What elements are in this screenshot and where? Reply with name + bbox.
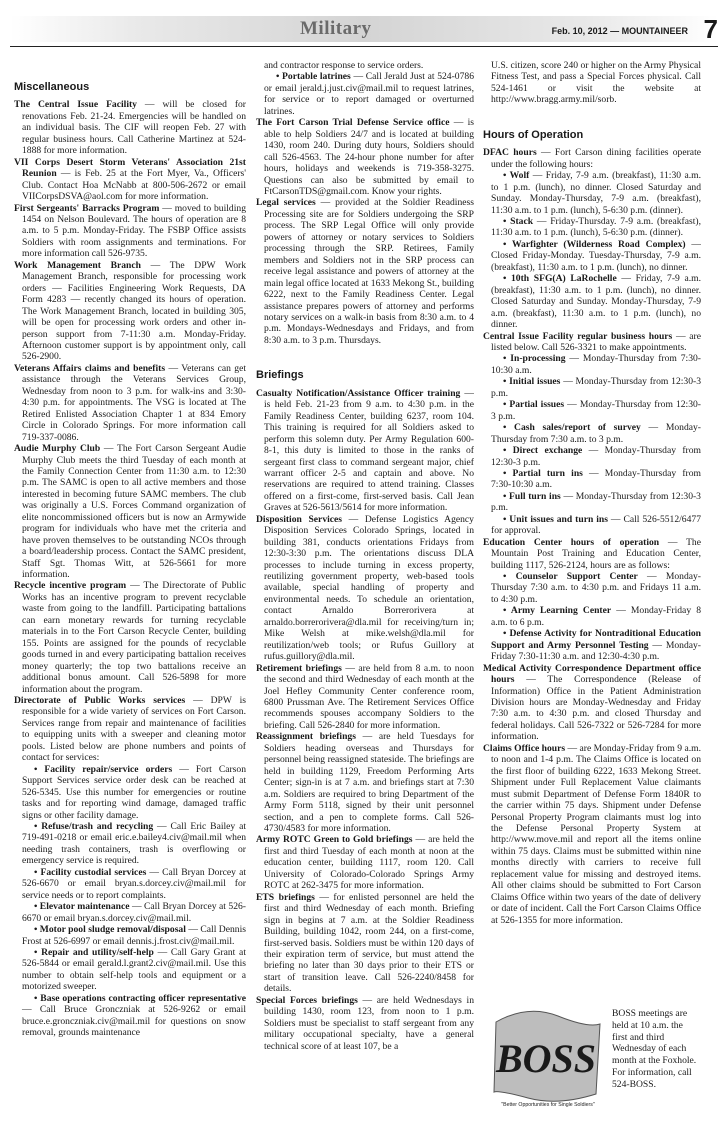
item-text: — are listed below. Call 526-3321 to make appointments. [491, 330, 701, 353]
item-title: DFAC hours [483, 147, 537, 159]
list-item-portable-latrines [256, 71, 474, 117]
sub-list-item [14, 867, 246, 901]
list-item [14, 203, 246, 260]
item-text: — Closed Friday-Monday. Tuesday-Thursday, 7-9 a.m. (breakfast), 11:30 a.m. to 1 p.m. (lunch), no dinner. [491, 238, 701, 273]
item-title: • Repair and utility/self-help [34, 946, 154, 958]
sub-list-item [14, 764, 246, 821]
item-text: — Call Eric Bailey at 719-491-0218 or email eric.e.bailey4.civ@mail.mil when needing trash containers, trash is overflowing or emergency service is required. [22, 821, 246, 867]
item-title: ETS briefings [256, 891, 315, 903]
item-text: — Friday, 7-9 a.m. (breakfast), 11:30 a.m. to 1 p.m. (lunch), no dinner. Closed Saturday and Sunday. Monday-Thursday, 7-9 a.m. (breakfast), 11:30 a.m. to 1 p.m. (lunch), 5-6:30 p.m. (dinner). [491, 170, 701, 216]
item-text: — DPW is responsible for a wide variety of services on Fort Carson. Services range from repair and maintenance of facilities to equipping units with a sweeper and cleaning motor pools. Listed below are phone numbers and points of contact for services: [22, 695, 246, 764]
item-text: — are held Wednesdays in building 1430, room 123, from noon to 1 p.m. Soldiers must be specialist to staff sergeant from any military occupational specialty, have a general technical score of at least 107, be a [264, 994, 474, 1052]
boss-meetings-text: BOSS meetings are held at 10 a.m. the first and third Wednesday of each month at the Foxhole. For information, call 524-BOSS. [612, 1008, 697, 1090]
list-item [14, 157, 246, 203]
list-item [256, 663, 474, 732]
item-text: — The DPW Work Management Branch, responsible for processing work orders — Facilities Engineering Work Requests, DA Form 4283 — recently changed its hours of operation. The Work Management Branch, located in building 305, will be open for processing work orders and other in-person support from 7-11:30 a.m. Monday-Friday. Afternoon customer support is by appointment only, call 526-2900. [22, 259, 246, 363]
sub-list-item [14, 947, 246, 993]
item-title: • Partial issues [503, 399, 565, 411]
item-title: Army ROTC Green to Gold briefings [256, 834, 413, 846]
continued-text: U.S. citizen, score 240 or higher on the Army Physical Fitness Test, and pass a Special Forces physical. Call 524-1461 or visit the website at http://www.bragg.army.mil/sorb. [491, 60, 701, 106]
item-text: — The Mountain Post Training and Education Center, building 1117, 526-2124, hours are as follows: [491, 536, 701, 571]
section-heading-miscellaneous: Miscellaneous [14, 81, 90, 93]
section-heading-hours-of-operation: Hours of Operation [483, 128, 584, 141]
item-title: Legal services [256, 197, 316, 209]
item-title: Special Forces briefings [256, 994, 358, 1006]
section-title: Military [300, 18, 372, 39]
sub-list-item [483, 514, 701, 537]
item-title: Directorate of Public Works services [14, 695, 186, 707]
list-item [256, 995, 474, 1052]
item-text: — Call Bryan Dorcey at 526-6670 or email bryan.s.dorcey.civ@mail.mil for service needs or to report complaints. [22, 866, 246, 901]
list-item [256, 388, 474, 514]
continued-text: and contractor response to service orders. [264, 60, 424, 71]
sub-list-item [483, 468, 701, 491]
item-text: — are held Tuesdays for Soldiers heading overseas and Thursdays for personnel being reassigned stateside. The briefings are held in building 1129, Freedom Performing Arts Center; sign-in is at 7 a.m. and briefings start at 7:30 a.m. Soldiers are required to bring Department of the Army Form 5118, signed by their unit personnel section, and a pen to complete forms. Call 526-4730/4583 for more information. [264, 731, 474, 834]
item-title: • Wolf [503, 170, 530, 182]
item-text: — Fort Carson dining facilities operate under the following hours: [491, 147, 701, 170]
item-title: • Unit issues and turn ins [503, 513, 608, 525]
list-item [483, 663, 701, 743]
column-2 [256, 60, 474, 1120]
list-item [14, 443, 246, 580]
sub-list-item [483, 353, 701, 376]
sub-list-item [483, 571, 701, 605]
item-text: — are held from 8 a.m. to noon the second and third Wednesday of each month at the Joel Hefley Community Center conference room, 6800 Prussman Ave. The Retirement Services Office recommends spouses accompany Soldiers to the briefing. Call 526-2840 for more information. [264, 662, 474, 731]
item-title: • Direct exchange [503, 445, 583, 457]
item-title: The Central Issue Facility [14, 99, 137, 111]
item-text: — The Correspondence (Release of Information) Office in the Patient Administration Division hours are Monday-Wednesday and Friday 7:30 a.m. to 4:30 p.m. and closed Thursday and federal holidays. Call 526-7322 or 526-7284 for more information. [491, 674, 701, 743]
item-text: — Monday-Thursday from 12:30-3 p.m. [491, 376, 701, 399]
sub-list-item [483, 399, 701, 422]
item-title: Casualty Notification/Assistance Officer training [256, 387, 461, 399]
item-text: — Call 526-5512/6477 for approval. [491, 513, 701, 537]
item-text: — Call Bryan Dorcey at 526-6670 or email bryan.s.dorcey.civ@mail.mil. [22, 901, 246, 924]
item-title: Disposition Services [256, 513, 343, 525]
item-title: • Defense Activity for Nontraditional Education Support and Army Personnel Testing [491, 628, 701, 651]
item-title: • Cash sales/report of survey [503, 422, 641, 434]
sub-list-item [483, 628, 701, 662]
item-text: — Call Bruce Gronczniak at 526-9262 or email bruce.e.gronczniak.civ@mail.mil for questions on snow removal, grounds maintenance [22, 1004, 246, 1039]
item-text: — for enlisted personnel are held the first and third Wednesday of each month. Briefing sign in begins at 7 a.m. at the Soldier Readiness Building, building 1042, room 244, on a first-come, first-served basis. Soldiers must be within 120 days of their expiration term of service, but must attend the briefing no later than 30 days prior to their ETS or start of transition leave. Call 526-2240/8458 for details. [264, 891, 474, 995]
item-title: • Partial turn ins [503, 467, 583, 479]
item-title: • Counselor Support Center [503, 571, 638, 583]
list-item [256, 117, 474, 197]
boss-logo-tagline: "Better Opportunities for Single Soldiers" [501, 1102, 595, 1108]
item-title: The Fort Carson Trial Defense Service office [256, 117, 450, 129]
item-text: — Call Jerald Just at 524-0786 or email jerald.j.just.civ@mail.mil to request latrines, for service or to report damaged or overturned latrines. [264, 71, 474, 117]
item-text: — Call Gary Grant at 526-5844 or email gerald.l.grant2.civ@mail.mil. Use this number to obtain self-help tools and equipment or a motorized sweeper. [22, 946, 246, 993]
list-item [14, 363, 246, 443]
sub-list-item [483, 445, 701, 468]
item-text: — The Fort Carson Sergeant Audie Murphy Club meets the third Tuesday of each month at the Family Connection Center from 11:30 a.m. to 12:30 p.m. The SAMC is open to all active members and those interested in becoming future SAMC members. The club was originally a U.S. Forces Command organization of elite noncommissioned officers but is now an Armywide program for individuals who have met the criteria and have proven themselves to be outstanding NCOs through a board/leadership process. Contact the SAMC president, Staff Sgt. Thomas Witt, at 526-5661 for more information. [22, 443, 246, 581]
sub-list-item [483, 376, 701, 399]
sub-list-item [14, 924, 246, 947]
item-title: Medical Activity Correspondence Department office hours [483, 662, 701, 686]
item-title: • Army Learning Center [503, 605, 612, 617]
item-text: — Veterans can get assistance through the Veterans Services Group, Wednesday from noon to 3 p.m. for walk-ins and 3:30-4:30 p.m. for appointments. The VSG is located at The Retired Enlisted Association Chapter 1 at 834 Emory Circle in Colorado Springs. For more information call 719-337-0086. [22, 362, 246, 443]
boss-logo [488, 1002, 608, 1112]
item-title: Work Management Branch [14, 259, 141, 271]
list-item [256, 731, 474, 834]
item-text: — Friday-Thursday. 7-9 a.m. (breakfast), 11:30 a.m. to 1 p.m. (lunch), 5-6:30 p.m. (dinner). [491, 215, 701, 239]
list-item [14, 260, 246, 363]
item-text: — are Monday-Friday from 9 a.m. to noon and 1-4 p.m. The Claims Office is located on the first floor of building 6222, 1633 Mekong Street. Shipment under Full Replacement Value claimants must submit Department of Defense Form 1840R to the carrier within 75 days. Shipment under Defense Personal Property Program claimants must log into the Defense Personal Property System at http://www.move.mil and report all the items online within 75 days. Claims must be submitted within nine months directly with carriers to receive full replacement value for missing and destroyed items. All other claims should be submitted to Fort Carson Claims Office within two years of the date of delivery or date of incident. Call the Fort Carson Claims Office at 526-1355 for more information. [491, 742, 701, 926]
sub-list-item [483, 491, 701, 514]
boss-logo-text: BOSS [495, 1036, 597, 1081]
item-text: — Monday-Thursday from 12:30-3 p.m. [491, 490, 701, 514]
list-item [14, 580, 246, 695]
item-title: • Warfighter (Wilderness Road Complex) [503, 238, 686, 250]
sub-list-item [483, 170, 701, 216]
boss-box [488, 1002, 718, 1118]
item-title: • Full turn ins [503, 490, 561, 502]
item-text: — Monday-Thursday from 12:30-3 p.m. [491, 399, 701, 422]
item-title: • Facility custodial services [34, 866, 147, 878]
item-title: Education Center hours of operation [483, 536, 660, 548]
list-item [14, 99, 246, 156]
dateline: Feb. 10, 2012 — MOUNTAINEER [551, 26, 688, 36]
sub-list-item [483, 216, 701, 239]
item-text: — are held the first and third Tuesday of each month at noon at the education center, building 1117, room 120. Call University of Colorado-Colorado Springs Army ROTC at 262-3475 for more information. [264, 834, 474, 892]
page-number: 7 [703, 14, 718, 44]
item-text: — Monday-Thursday from 12:30-3 p.m. [491, 445, 701, 468]
item-text: — Fort Carson Support Services service order desk can be reached at 526-5345. Use this number for emergencies or routine tasks and for reporting wind damage, damaged traffic signs or other facility damage. [22, 763, 246, 821]
sub-list-item [14, 901, 246, 924]
item-text: — is able to help Soldiers 24/7 and is located at building 1430, room 240. During duty hours, Soldiers should call 526-4563. The 24-hour phone number for after hours, holidays and weekends is 719-358-3275. Questions can also be submitted by email to FtCarsonTDS@gmail.com. Know your rights. [264, 117, 474, 197]
item-text: — is held Feb. 21-23 from 9 a.m. to 4:30 p.m. in the Family Readiness Center, building 6237, room 104. This training is required for all Soldiers asked to perform this solemn duty. Per Army Regulation 600-8-1, this duty is limited to those in the ranks of sergeant first class to command sergeant major, chief warrant officer 2-5 and captain and above. No reservations are required to attend training. Classes offered on a first-come, first-served basis. Call Jean Graves at 526-5613/5614 for more information. [264, 387, 474, 514]
item-title: • Base operations contracting officer representative [34, 992, 246, 1004]
item-title: • Portable latrines [276, 71, 351, 83]
sub-list-item [483, 273, 701, 330]
item-text: — Monday-Friday 8 a.m. to 6 p.m. [491, 605, 701, 628]
item-title: • Stack [503, 215, 534, 227]
sub-list-item [483, 422, 701, 445]
list-item [256, 892, 474, 995]
item-text: — Monday-Thursday from 7:30-10:30 a.m. [491, 467, 701, 491]
list-item [483, 743, 701, 926]
item-title: Recycle incentive program [14, 580, 127, 592]
item-title: Central Issue Facility regular business hours [483, 330, 673, 342]
item-title: Veterans Affairs claims and benefits [14, 362, 166, 374]
item-title: First Sergeants' Barracks Program [14, 202, 160, 214]
sub-list-item [483, 605, 701, 628]
item-text: — The Directorate of Public Works has an incentive program to prevent recyclable waste from going to the landfill. Participating battalions can earn monetary rewards for turning recyclable materials in to the Fort Carson Recycle Center, building 155. Points are assigned for the pounds of recyclable goods turned in and every participating battalion receives money quarterly; the top two battalions receive an additional bonus amount. Call 526-5898 for more information about the program. [22, 580, 246, 695]
list-item [256, 197, 474, 346]
list-item [256, 834, 474, 891]
item-title: VII Corps Desert Storm Veterans' Association 21st Reunion [14, 156, 246, 180]
item-title: • 10th SFG(A) LaRochelle [503, 273, 617, 285]
item-text: — Monday-Friday 7:30-11:30 a.m. and 12:30-4:30 p.m. [491, 639, 701, 663]
item-title: • Facility repair/service orders [34, 763, 173, 775]
item-text: — Defense Logistics Agency Disposition Services Colorado Springs, located in building 381, conducts orientations Fridays from 12:30-3:30 p.m. The orientations discuss DLA processes to include turning in excess property, reutilizing government property, web-based tools available, special handling of property and environmental needs. To schedule an orientation, contact Arnaldo Borrerorivera at arnaldo.borrerorivera@dla.mil for receiving/turn in; Mike Welsh at mike.welsh@dla.mil for reutilization/web tools; or Rufus Guillory at rufus.guillory@dla.mil. [264, 513, 474, 663]
item-text: — Call Dennis Frost at 526-6997 or email dennis.j.frost.civ@mail.mil. [22, 924, 246, 947]
item-title: Claims Office hours [483, 742, 566, 754]
sub-list-item [14, 821, 246, 867]
item-title: • Motor pool sludge removal/disposal [34, 924, 186, 936]
section-heading-briefings: Briefings [256, 369, 304, 382]
item-text: — moved to building 1454 on Nelson Boulevard. The hours of operation are 8 a.m. to 5 p.m. Monday-Friday. The FSBP Office assists Soldiers with room assignments and terminations. For more information call 526-9735. [22, 202, 246, 260]
item-text: — is Feb. 25 at the Fort Myer, Va., Officers' Club. Contact Hoa McNabb at 800-506-2672 or email VIICorpsDSVA@aol.com for more information. [22, 168, 246, 203]
list-item [14, 695, 246, 764]
sub-list-item [483, 239, 701, 273]
list-item [256, 514, 474, 663]
item-title: Audie Murphy Club [14, 443, 101, 455]
item-title: Reassignment briefings [256, 731, 356, 743]
list-item-dfac-hours [483, 147, 701, 170]
masthead [10, 14, 718, 50]
item-text: — will be closed for renovations Feb. 21-24. Emergencies will be handled on an individual basis. The CIF will reopen Feb. 27 with regular business hours. Call Catherine Martinez at 524-1888 for more information. [22, 99, 246, 157]
sub-list-item [14, 993, 246, 1039]
item-text: — Monday-Thursday 7:30 a.m. to 4:30 p.m. and Fridays 11 a.m. to 4:30 p.m. [491, 571, 701, 605]
item-title: • Initial issues [503, 376, 561, 388]
list-item-education-center [483, 537, 701, 571]
item-title: Retirement briefings [256, 662, 342, 674]
column-1 [14, 60, 246, 1120]
item-text: — Monday-Thursday from 7:30 a.m. to 3 p.m. [491, 422, 701, 445]
item-text: — Monday-Thursday from 7:30-10:30 a.m. [491, 353, 701, 376]
masthead-rule [10, 46, 718, 47]
item-title: • Refuse/trash and recycling [34, 821, 154, 832]
item-title: • Elevator maintenance [34, 901, 130, 913]
item-text: — Friday, 7-9 a.m. (breakfast), 11:30 a.m. to 1 p.m. (lunch), no dinner. Closed Saturday and Sunday. Monday-Thursday, 7-9 a.m. (breakfast), 11:30 a.m. to 1 p.m. (lunch), no dinner. [491, 273, 701, 331]
item-text: — provided at the Soldier Readiness Processing site are for Soldiers undergoing the SRP process. The SRP Legal Office will only provide powers of attorney or notary services to Soldiers processing through the SRP. Retirees, Family members and Soldiers not in the SRP process can receive legal assistance and powers of attorney at the main legal office located at 1633 Mekong St., building 6222, next to the Family Readiness Center. Legal assistance prepares powers of attorney and performs notary services on a walk-in basis from 8:30 a.m. to 4 p.m. Mondays-Wednesdays and Fridays, and from 8:30 a.m. to 3 p.m. Thursdays. [264, 197, 474, 346]
column-3 [483, 60, 701, 1120]
item-title: • In-processing [503, 353, 566, 365]
list-item-cif-hours [483, 331, 701, 354]
